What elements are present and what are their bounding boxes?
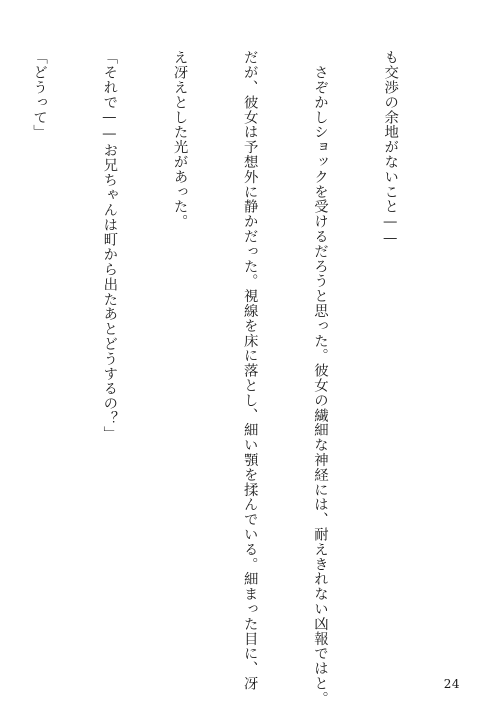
page-number: 24 xyxy=(443,677,460,691)
text-line: え冴えとした光があった。 xyxy=(171,50,188,229)
text-line: 「どうって」 xyxy=(31,50,48,140)
text-line: も交渉の余地がないこと—— xyxy=(382,50,399,247)
vertical-text-block xyxy=(0,50,448,706)
text-line: さぞかしショックを受けるだろうと思った。彼女の繊細な神経には、耐えきれない凶報ではと。 xyxy=(311,50,328,706)
text-line: 「それで——お兄ちゃんは町から出たあとどうするの？」 xyxy=(101,50,118,441)
text-line: だが、彼女は予想外に静かだった。視線を床に落とし、細い顎を揉んでいる。細まった目に、冴 xyxy=(241,50,258,691)
